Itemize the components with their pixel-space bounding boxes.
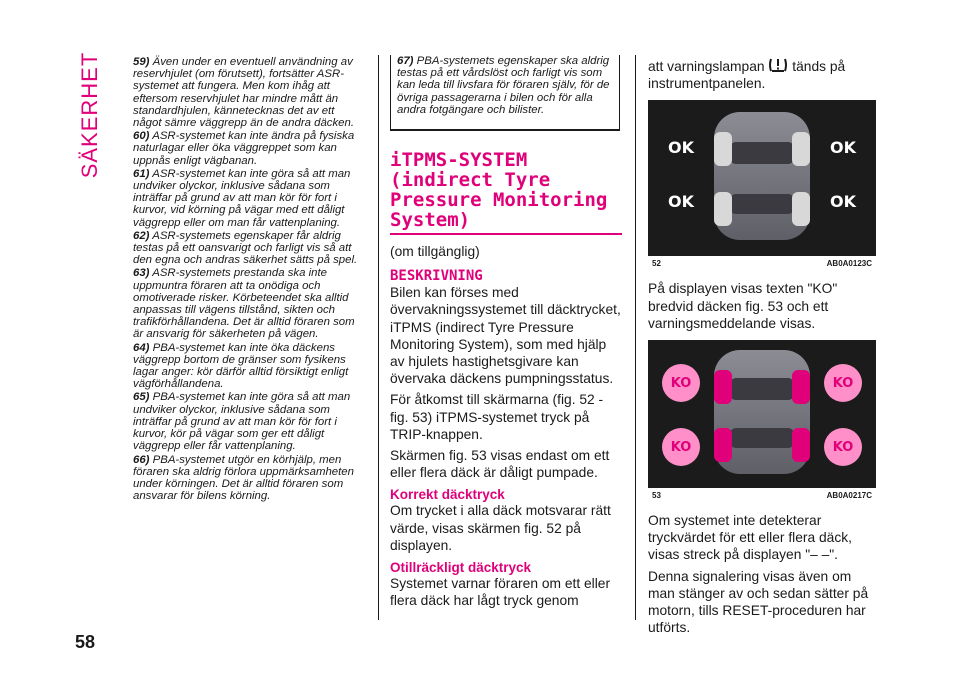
ko-description: På displayen visas texten "KO" bredvid däcken fig. 53 och ett varningsmeddelande visas. <box>648 281 838 331</box>
section-title: SÄKERHET <box>77 51 102 179</box>
note-65: 65) PBA-systemet kan inte göra så att man undviker olyckor, inklusive sådana som inträffar på grund av att man kör för fort i kurvor, kör på vägar som ger ett dåligt väggrepp eller får vattenplaning. <box>133 391 351 453</box>
note-61: 61) ASR-systemet kan inte göra så att man undviker olyckor, inklusive sådana som inträffar på grund av att man kör för fort i kurvor, vid körning på vägar med ett dåligt väggrepp eller om man får vattenplaning. <box>133 167 351 229</box>
tyre <box>714 132 732 166</box>
correct-pressure-heading: Korrekt däcktryck <box>390 487 505 503</box>
tyre <box>792 370 810 404</box>
tyre <box>714 370 732 404</box>
figure-caption: 53 AB0A0217C <box>648 488 876 502</box>
undetected-paragraph: Om systemet inte detekterar tryckvärdet för ett eller flera däck, visas streck på displayen "– –". <box>648 513 852 563</box>
page-number: 58 <box>75 632 96 652</box>
tyre <box>714 192 732 226</box>
tyre-status-label: KO <box>824 428 862 466</box>
note-62: 62) ASR-systemets egenskaper får aldrig testas på ett oansvarigt och farligt vis så att den egna och andras säkerhet sätts på spel. <box>133 229 358 267</box>
column-divider <box>635 55 636 620</box>
figure-53 <box>648 340 876 502</box>
insufficient-pressure-text: Systemet varnar föraren om ett eller flera däck har lågt tryck genom <box>390 576 611 609</box>
right-column <box>648 56 878 636</box>
description-paragraph: För åtkomst till skärmarna (fig. 52 - fig. 53) iTPMS-systemet tryck på TRIP-knappen. <box>390 392 604 442</box>
note-59: 59) Även under en eventuell användning av reservhjulet (om förutsett), fortsätter ASR-systemet att fungera. Men kom ihåg att eftersom reservhjulet har mindre mått än standardhjulen, kännetecknas det av ett något sämre väggrepp än de andra däcken. <box>133 56 355 130</box>
tyre-status-label: OK <box>830 192 856 212</box>
tyre-status-label: KO <box>824 364 862 402</box>
note-63: 63) ASR-systemets prestanda ska inte uppmuntra föraren att ta onödiga och omotiverade risker. Körbeteendet ska alltid anpassas till vägens tillstånd, sikten och trafikförhållandena. Det är alltid föraren som är ansvarig för säkerheten på vägen. <box>133 267 355 341</box>
description-paragraph: Skärmen fig. 53 visas endast om ett eller flera däck är dåligt pumpade. <box>390 448 610 481</box>
section-heading: iTPMS-SYSTEM (indirect Tyre Pressure Monitoring System) <box>390 150 622 235</box>
tyre-status-label: KO <box>662 428 700 466</box>
warning-lamp-text: att varningslampan tänds på instrumentpanelen. <box>648 56 878 92</box>
correct-pressure-text: Om trycket i alla däck motsvarar rätt värde, visas skärmen fig. 52 på displayen. <box>390 503 611 553</box>
tyre <box>792 132 810 166</box>
note-60: 60) ASR-systemet kan inte ändra på fysiska naturlagar eller öka väggreppet som kan uppnås enligt vägbanan. <box>133 130 355 167</box>
safety-notes <box>133 56 366 503</box>
signal-paragraph: Denna signalering visas även om man stänger av och sedan sätter på motorn, tills RESET-proceduren har utförts. <box>648 568 869 636</box>
figure-52 <box>648 100 876 270</box>
tyre <box>714 428 732 462</box>
tyre-pressure-warning-icon <box>768 56 788 74</box>
column-divider <box>378 55 379 620</box>
note-66: 66) PBA-systemet utgör en körhjälp, men föraren ska aldrig förlora uppmärksamheten under körningen. Det är alltid föraren som ansvarar för bilens körning. <box>133 453 354 503</box>
boxed-note-67: 67) PBA-systemets egenskaper ska aldrig testas på ett vårdslöst och farligt vis som kan leda till livsfara för föraren själv, för de övriga passagerarna i bilen och för alla andra fotgängare och bilister. <box>390 55 620 131</box>
description-heading: BESKRIVNING <box>390 268 483 285</box>
figure-caption: 52 AB0A0123C <box>648 256 876 270</box>
tyre-status-label: KO <box>662 364 700 402</box>
tyre-status-label: OK <box>668 138 694 158</box>
itpms-section <box>390 150 622 609</box>
description-paragraph: Bilen kan förses med övervakningssystemet till däcktrycket, iTPMS (indirect Tyre Pressure Monitoring System), som med hjälp av hjulets hastighetsgivare kan övervaka däckens pumpningsstatus. <box>390 285 621 387</box>
insufficient-pressure-heading: Otillräckligt däcktryck <box>390 560 532 576</box>
availability-note: (om tillgänglig) <box>390 244 480 259</box>
tyre-status-label: OK <box>830 138 856 158</box>
tyre <box>792 192 810 226</box>
tyre <box>792 428 810 462</box>
note-64: 64) PBA-systemet kan inte öka däckens väggrepp bortom de gränser som fysikens lagar anger: kör därför alltid försiktigt enligt vägförhållandena. <box>133 341 349 391</box>
tyre-status-label: OK <box>668 192 694 212</box>
